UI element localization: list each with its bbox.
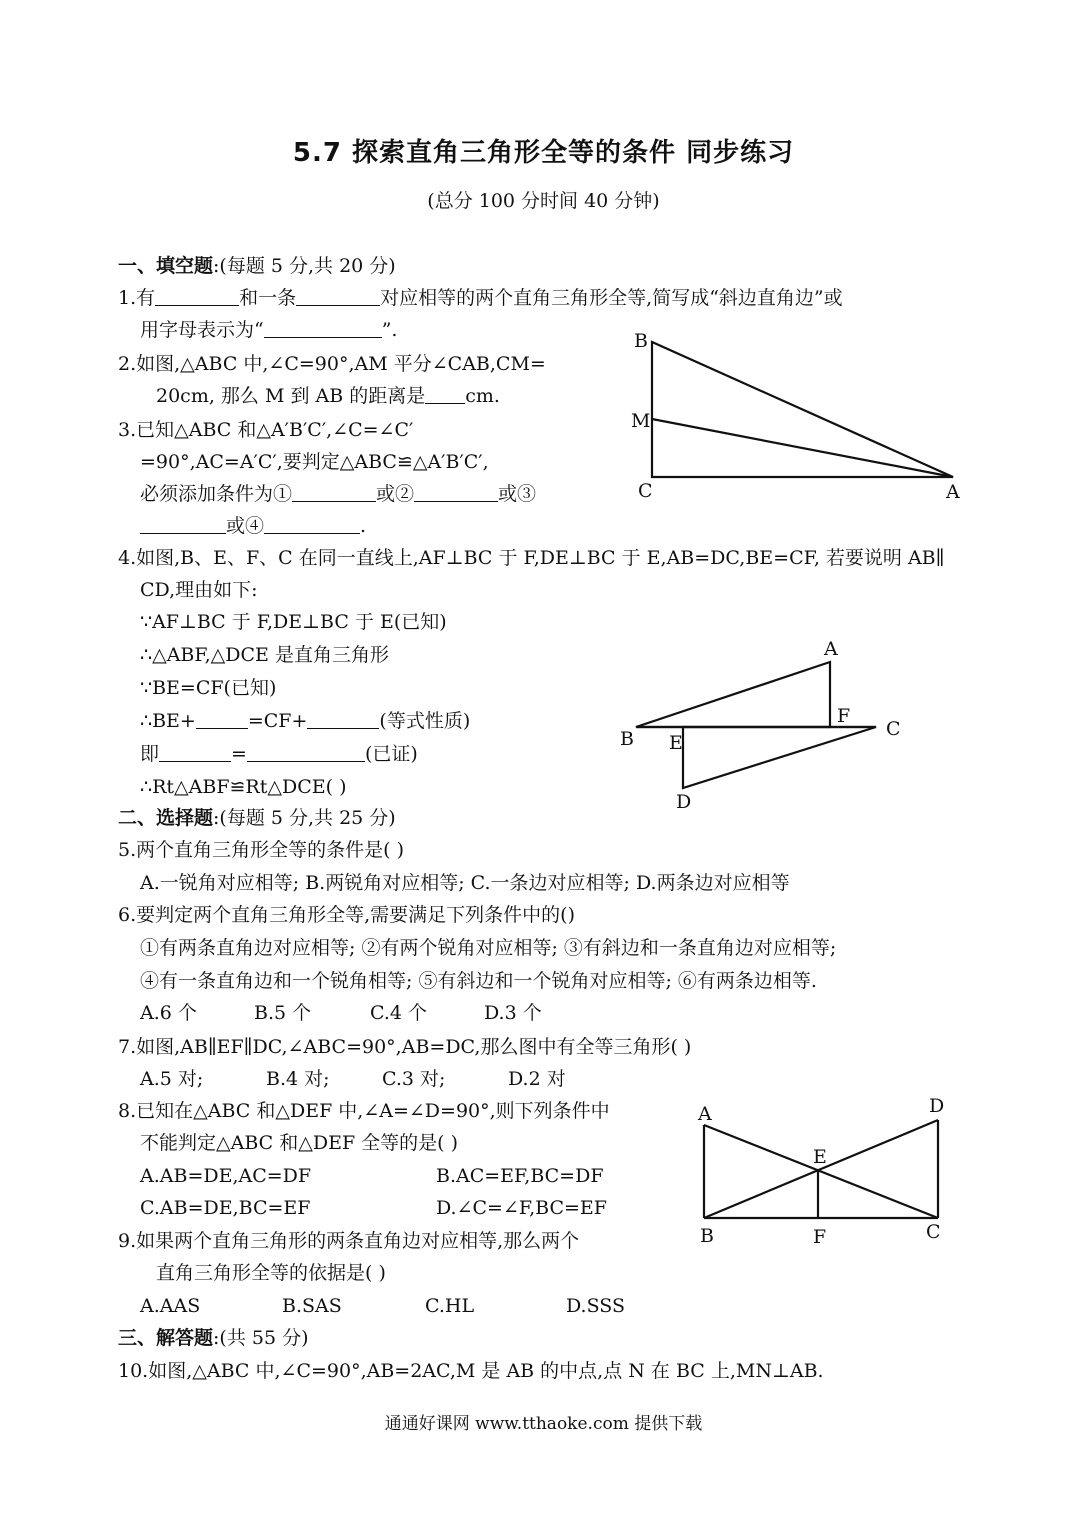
- question-4-line-1: 4.如图,B、E、F、C 在同一直线上,AF⊥BC 于 F,DE⊥BC 于 E,AB=DC,BE=CF, 若要说明 AB∥: [118, 547, 945, 569]
- text: (等式性质): [379, 710, 471, 732]
- point-label-e: E: [669, 732, 683, 754]
- figure-triangles-abf-dce: [612, 635, 912, 815]
- question-3-line-2: =90°,AC=A′C′,要判定△ABC≌△A′B′C′,: [140, 451, 489, 473]
- text: =CF+: [247, 710, 308, 732]
- question-3-line-1: 3.已知△ABC 和△A′B′C′,∠C=∠C′: [118, 419, 414, 441]
- point-label-d: D: [929, 1095, 945, 1117]
- text: 对应相等的两个直角三角形全等,简写成“斜边直角边”或: [380, 287, 843, 309]
- question-7-stem: 7.如图,AB∥EF∥DC,∠ABC=90°,AB=DC,那么图中有全等三角形( ): [118, 1036, 692, 1058]
- point-label-a: A: [946, 481, 960, 503]
- section-solve: [118, 1326, 309, 1350]
- answer-blank[interactable]: [247, 743, 365, 762]
- point-label-b: B: [620, 728, 634, 750]
- bisector-am: [652, 419, 953, 477]
- question-6-line-2: ④有一条直角边和一个锐角相等; ⑤有斜边和一个锐角对应相等; ⑥有两条边相等.: [140, 970, 817, 992]
- question-9-option-d: D.SSS: [566, 1295, 625, 1317]
- point-label-e: E: [813, 1146, 827, 1168]
- question-5-stem: 5.两个直角三角形全等的条件是( ): [118, 839, 404, 861]
- section-choice: [118, 806, 396, 830]
- answer-blank[interactable]: [159, 743, 231, 762]
- answer-blank[interactable]: [196, 710, 248, 729]
- point-label-c: C: [926, 1221, 941, 1243]
- question-8-option-a: A.AB=DE,AC=DF: [140, 1165, 312, 1187]
- point-label-m: M: [631, 410, 651, 432]
- question-4-line-5: ∵BE=CF(已知): [140, 677, 277, 699]
- answer-blank[interactable]: [307, 710, 379, 729]
- triangle-abc: [652, 342, 953, 477]
- point-label-a: A: [824, 638, 838, 660]
- question-5-options: A.一锐角对应相等; B.两锐角对应相等; C.一条边对应相等; D.两条边对应相等: [140, 872, 790, 894]
- answer-blank[interactable]: [155, 287, 239, 306]
- text: 20cm, 那么 M 到 AB 的距离是: [156, 385, 426, 407]
- question-2-line-1: 2.如图,△ABC 中,∠C=90°,AM 平分∠CAB,CM=: [118, 353, 546, 375]
- section-note: :(共 55 分): [213, 1327, 309, 1349]
- question-9-option-a: A.AAS: [140, 1295, 201, 1317]
- text: 或③: [498, 483, 537, 505]
- text: 即: [140, 743, 160, 765]
- text: 用字母表示为“: [140, 319, 264, 341]
- text: ∴BE+: [140, 710, 196, 732]
- question-9-option-b: B.SAS: [282, 1295, 342, 1317]
- question-4-line-8: ∴Rt△ABF≌Rt△DCE( ): [140, 776, 347, 798]
- question-6-stem: 6.要判定两个直角三角形全等,需要满足下列条件中的(): [118, 904, 575, 926]
- question-1-line-2: [140, 318, 397, 342]
- question-10-stem: 10.如图,△ABC 中,∠C=90°,AB=2AC,M 是 AB 的中点,点 N 在 BC 上,MN⊥AB.: [118, 1360, 824, 1382]
- point-label-b: B: [634, 330, 648, 352]
- figure-triangle-abc-bisector: [620, 325, 970, 510]
- section-note: :(每题 5 分,共 25 分): [213, 807, 396, 829]
- question-4-line-4: ∴△ABF,△DCE 是直角三角形: [140, 644, 389, 666]
- answer-blank[interactable]: [414, 483, 498, 502]
- question-9-line-2: 直角三角形全等的依据是( ): [156, 1262, 386, 1284]
- question-8-line-2: 不能判定△ABC 和△DEF 全等的是( ): [140, 1132, 459, 1154]
- question-4-line-6: [140, 709, 470, 733]
- answer-blank[interactable]: [264, 319, 382, 338]
- section-heading: 二、选择题: [118, 807, 214, 829]
- triangle-dce: [683, 727, 876, 788]
- question-6-option-b: B.5 个: [254, 1002, 312, 1024]
- section-heading: 三、解答题: [118, 1327, 214, 1349]
- question-8-option-d: D.∠C=∠F,BC=EF: [436, 1197, 607, 1219]
- text: 1.有: [118, 287, 156, 309]
- triangle-abf: [636, 662, 830, 727]
- answer-blank[interactable]: [140, 515, 226, 534]
- text: 和一条: [239, 287, 297, 309]
- question-4-line-3: ∵AF⊥BC 于 F,DE⊥BC 于 E(已知): [140, 611, 447, 633]
- question-7-option-c: C.3 对;: [382, 1068, 446, 1090]
- page-subtitle: (总分 100 分时间 40 分钟): [427, 190, 660, 212]
- point-label-f: F: [813, 1226, 827, 1248]
- question-3-line-3: [140, 482, 536, 506]
- answer-blank[interactable]: [296, 287, 380, 306]
- question-7-option-d: D.2 对: [508, 1068, 566, 1090]
- point-label-f: F: [837, 705, 851, 727]
- text: 或④: [226, 515, 265, 537]
- question-7-option-a: A.5 对;: [140, 1068, 204, 1090]
- answer-blank[interactable]: [292, 483, 376, 502]
- text: cm.: [465, 385, 500, 407]
- text: 或②: [376, 483, 415, 505]
- point-label-c: C: [886, 718, 901, 740]
- question-8-option-c: C.AB=DE,BC=EF: [140, 1197, 311, 1219]
- section-fill-in: [118, 254, 396, 278]
- point-label-b: B: [700, 1225, 714, 1247]
- question-6-option-d: D.3 个: [484, 1002, 542, 1024]
- question-6-option-a: A.6 个: [140, 1002, 197, 1024]
- question-1-line-1: [118, 286, 843, 310]
- question-8-line-1: 8.已知在△ABC 和△DEF 中,∠A=∠D=90°,则下列条件中: [118, 1100, 610, 1122]
- text: (已证): [364, 743, 418, 765]
- page-title: 5.7 探索直角三角形全等的条件 同步练习: [292, 138, 795, 168]
- section-heading: 一、填空题: [118, 255, 214, 277]
- text: =: [231, 743, 247, 765]
- figure-parallel-segments: [690, 1090, 960, 1250]
- question-7-option-b: B.4 对;: [266, 1068, 330, 1090]
- section-note: :(每题 5 分,共 20 分): [213, 255, 396, 277]
- question-3-line-4: [140, 514, 366, 538]
- question-4-line-7: [140, 742, 418, 766]
- question-6-line-1: ①有两条直角边对应相等; ②有两个锐角对应相等; ③有斜边和一条直角边对应相等;: [140, 937, 837, 959]
- question-9-line-1: 9.如果两个直角三角形的两条直角边对应相等,那么两个: [118, 1230, 580, 1252]
- text: .: [360, 515, 367, 537]
- point-label-a: A: [698, 1103, 712, 1125]
- text: ”.: [381, 319, 398, 341]
- question-4-line-2: CD,理由如下:: [140, 579, 258, 601]
- question-6-option-c: C.4 个: [370, 1002, 428, 1024]
- question-9-option-c: C.HL: [425, 1295, 475, 1317]
- point-label-c: C: [638, 480, 653, 502]
- point-label-d: D: [676, 791, 692, 813]
- question-8-option-b: B.AC=EF,BC=DF: [436, 1165, 604, 1187]
- footer-source: 通通好课网 www.tthaoke.com 提供下载: [384, 1414, 703, 1434]
- answer-blank[interactable]: [425, 385, 465, 404]
- question-2-line-2: [156, 384, 500, 408]
- text: 必须添加条件为①: [140, 483, 293, 505]
- answer-blank[interactable]: [264, 515, 360, 534]
